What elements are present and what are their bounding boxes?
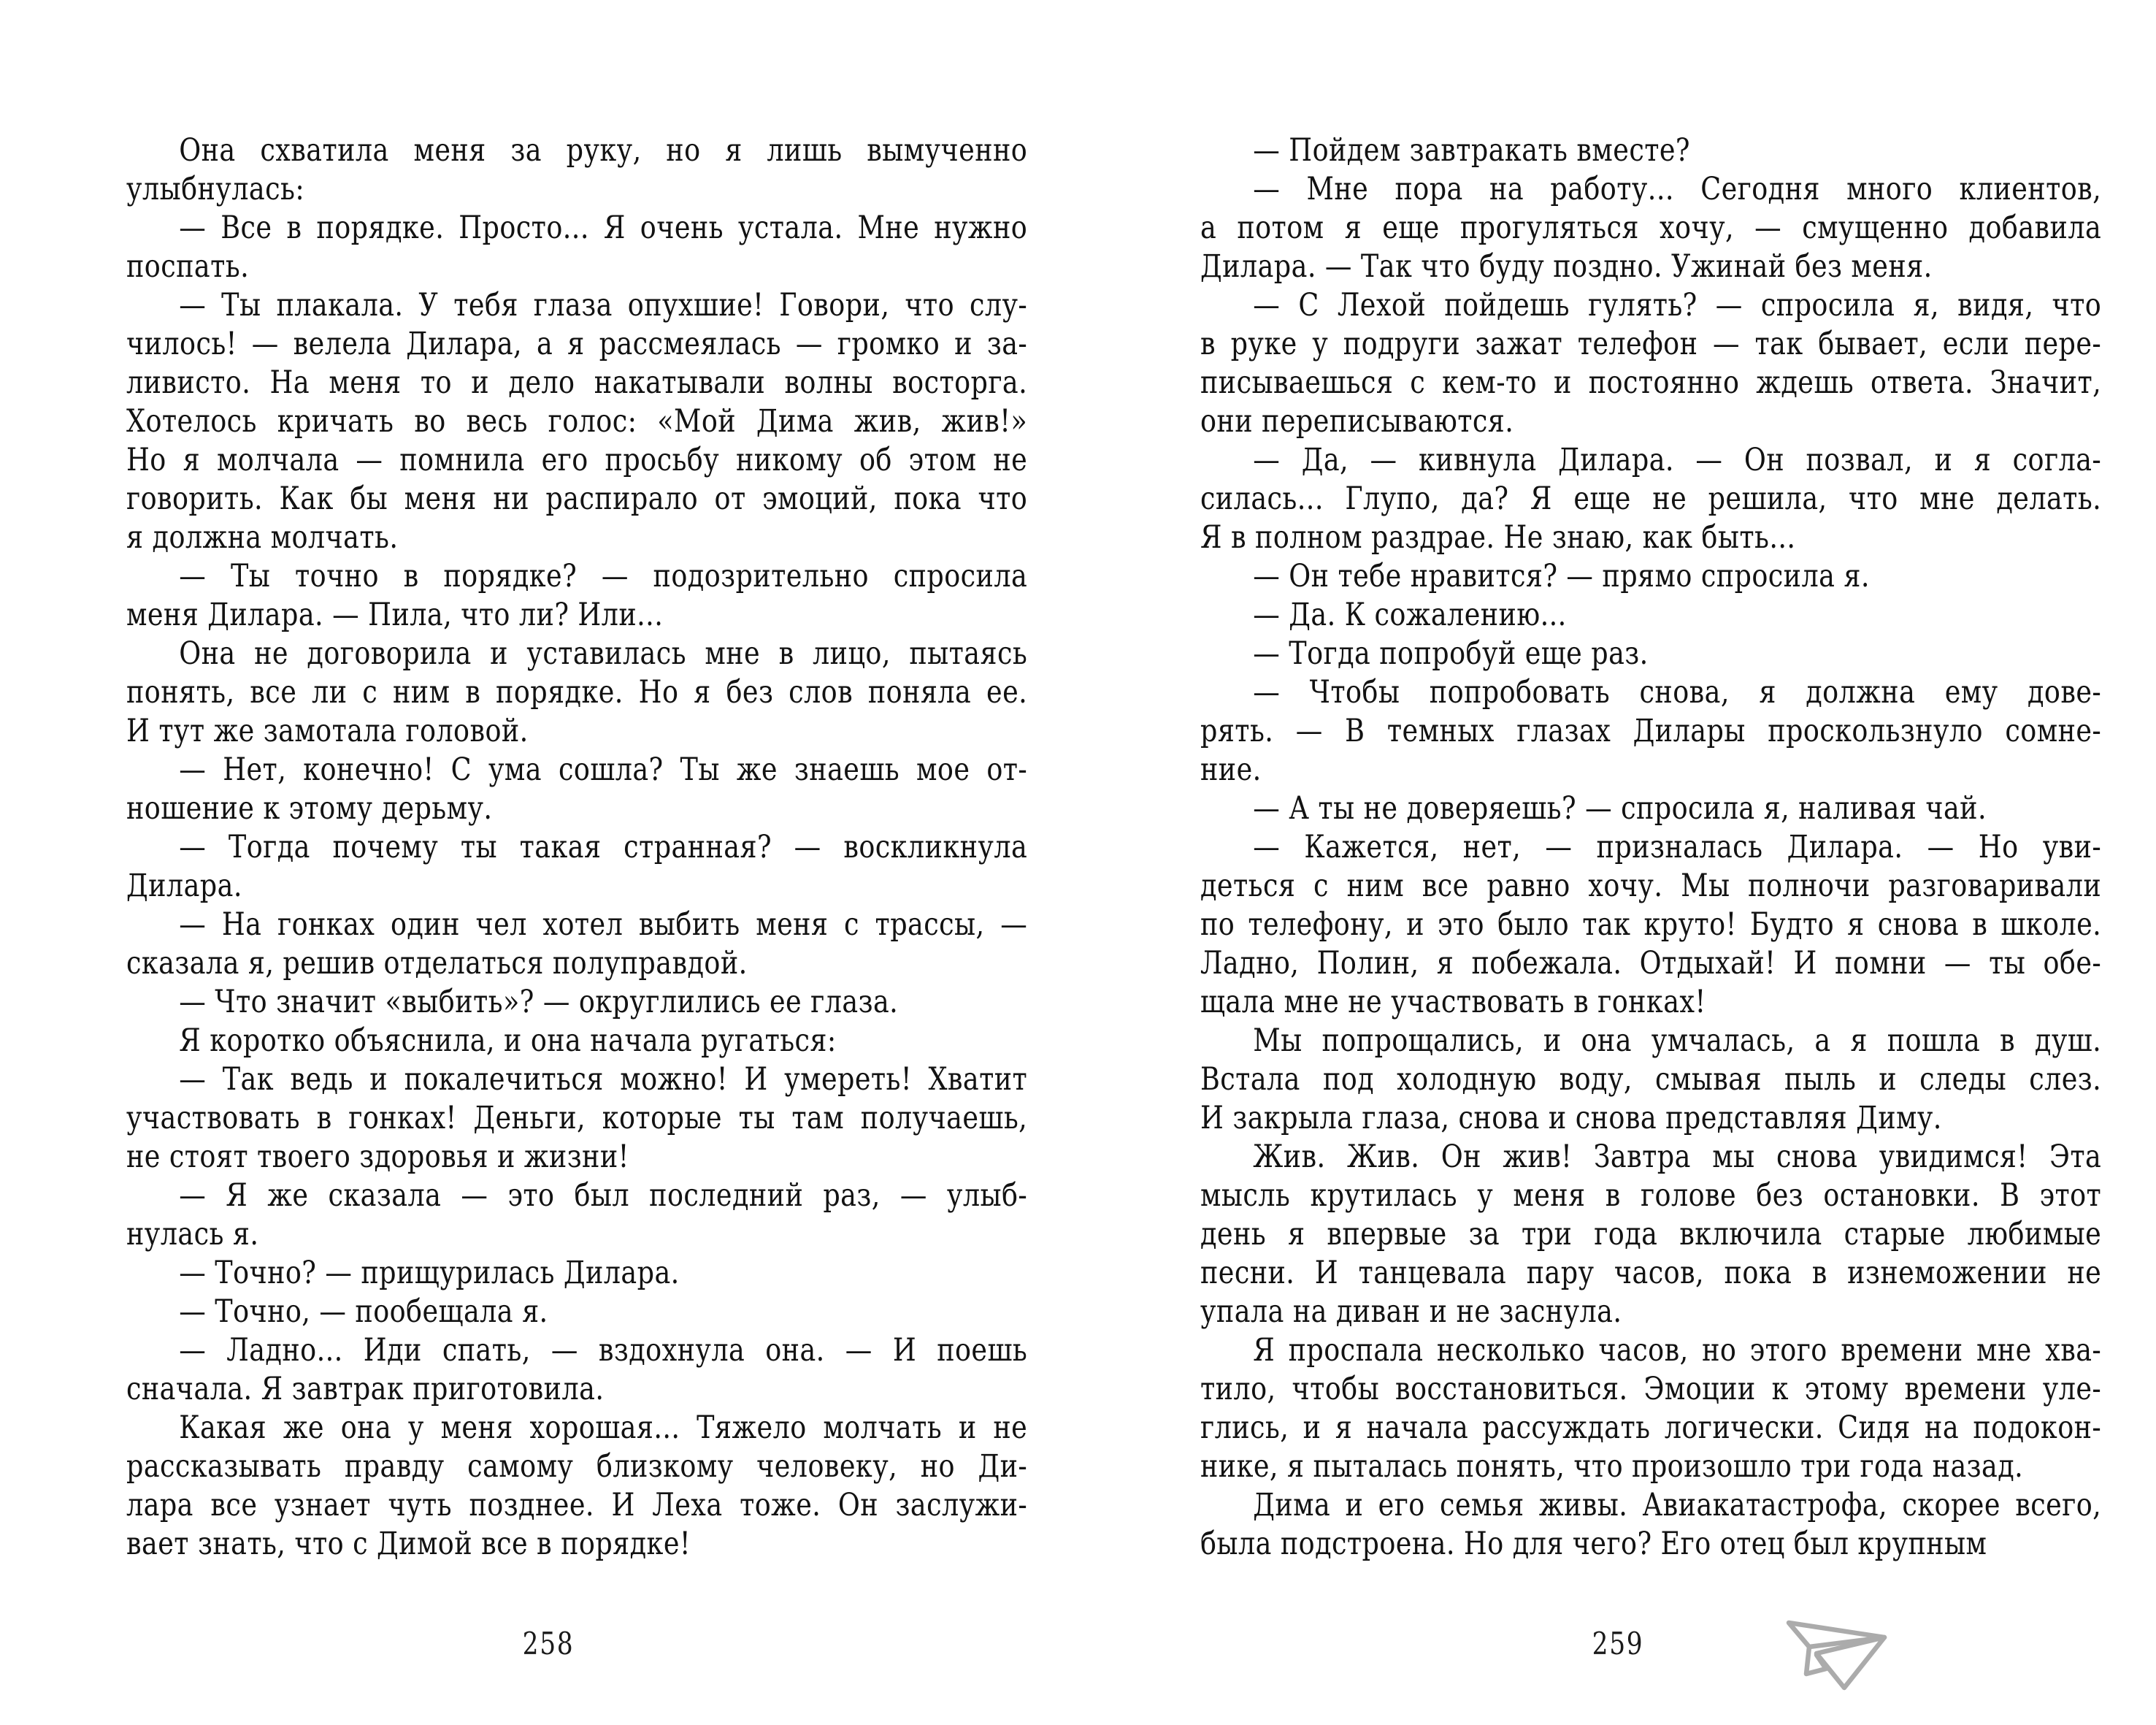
text-line: — Точно? — прищурилась Дилара. (179, 1255, 680, 1291)
text-line: щала мне не участвовать в гонках! (1200, 984, 1706, 1020)
page-number-left: 258 (522, 1626, 575, 1661)
text-line: они переписываются. (1200, 403, 1514, 440)
text-line: я должна молчать. (126, 519, 399, 556)
page-right-text (1200, 131, 2101, 1564)
text-line: Дилара. — Так что буду поздно. Ужинай без меня. (1200, 248, 1933, 285)
text-line: Ладно, Полин, я побежала. Отдыхай! И помни — ты обе- (1200, 945, 2102, 982)
text-line: улыбнулась: (126, 171, 305, 207)
text-line: рассказывать правду самому близкому человеку, но Ди- (126, 1448, 1028, 1485)
text-line: — Все в порядке. Просто... Я очень устала. Мне нужно (179, 210, 1028, 246)
text-line: нике, я пыталась понять, что произошло три года назад. (1200, 1448, 2024, 1485)
text-line: а потом я еще прогуляться хочу, — смущенно добавила (1200, 210, 2102, 246)
text-line: лара все узнает чуть позднее. И Леха тоже. Он заслужи- (126, 1487, 1028, 1523)
text-line: — На гонках один чел хотел выбить меня с трассы, — (179, 906, 1028, 943)
text-line: день я впервые за три года включила старые любимые (1200, 1216, 2102, 1252)
text-line: сначала. Я завтрак приготовила. (126, 1371, 605, 1407)
text-line: глись, и я начала рассуждать логически. Сидя на подокон- (1200, 1410, 2102, 1446)
text-line: Какая же она у меня хорошая... Тяжело молчать и не (179, 1410, 1028, 1446)
text-line: — С Лехой пойдешь гулять? — спросила я, видя, что (1253, 287, 2102, 324)
text-line: — А ты не доверяешь? — спросила я, наливая чай. (1253, 790, 1987, 827)
text-line: ношение к этому дерьму. (126, 790, 493, 827)
text-line: — Нет, конечно! С ума сошла? Ты же знаешь мое от- (179, 751, 1028, 788)
text-line: — Что значит «выбить»? — округлились ее глаза. (179, 984, 899, 1020)
text-line: силась... Глупо, да? Я еще не решила, что мне делать. (1200, 481, 2102, 517)
text-line: деться с ним все равно хочу. Мы полночи разговаривали (1200, 868, 2102, 904)
text-line: участвовать в гонках! Деньги, которые ты там получаешь, (126, 1100, 1028, 1136)
text-line: меня Дилара. — Пила, что ли? Или... (126, 597, 664, 633)
text-line: И тут же замотала головой. (126, 713, 529, 749)
text-line: не стоят твоего здоровья и жизни! (126, 1139, 629, 1175)
text-line: говорить. Как бы меня ни распирало от эмоций, пока что (126, 481, 1028, 517)
text-line: по телефону, и это было так круто! Будто я снова в школе. (1200, 906, 2102, 943)
text-line: — Тогда попробуй еще раз. (1253, 635, 1649, 672)
text-line: Она схватила меня за руку, но я лишь вымученно (179, 132, 1028, 169)
text-line: — Ты точно в порядке? — подозрительно спросила (179, 558, 1028, 594)
text-line: поспать. (126, 248, 250, 285)
text-line: понять, все ли с ним в порядке. Но я без слов поняла ее. (126, 674, 1028, 711)
text-line: мысль крутилась у меня в голове без остановки. В этот (1200, 1177, 2102, 1214)
text-line: чилось! — велела Дилара, а я рассмеялась — громко и за- (126, 326, 1028, 362)
text-line: Мы попрощались, и она умчалась, а я пошла в душ. (1253, 1022, 2102, 1059)
text-line: Хотелось кричать во весь голос: «Мой Дима жив, жив!» (126, 403, 1028, 440)
page-number-right: 259 (1592, 1626, 1644, 1661)
text-line: Встала под холодную воду, смывая пыль и следы слез. (1200, 1061, 2102, 1098)
text-line: — Чтобы попробовать снова, я должна ему дове- (1253, 674, 2102, 711)
text-line: Дима и его семья живы. Авиакатастрофа, скорее всего, (1253, 1487, 2102, 1523)
text-line: — Пойдем завтракать вместе? (1253, 132, 1690, 169)
text-line: вает знать, что с Димой все в порядке! (126, 1526, 691, 1562)
paper-plane-icon (1786, 1618, 1890, 1693)
text-line: Я проспала несколько часов, но этого времени мне хва- (1253, 1332, 2102, 1369)
text-line: в руке у подруги зажат телефон — так бывает, если пере- (1200, 326, 2102, 362)
text-line: — Кажется, нет, — призналась Дилара. — Но уви- (1253, 829, 2102, 865)
text-line: песни. И танцевала пару часов, пока в изнеможении не (1200, 1255, 2102, 1291)
text-line: — Точно, — пообещала я. (179, 1293, 548, 1330)
text-line: упала на диван и не заснула. (1200, 1293, 1622, 1330)
text-line: ние. (1200, 751, 1262, 788)
text-line: была подстроена. Но для чего? Его отец был крупным (1200, 1526, 1987, 1562)
text-line: — Ты плакала. У тебя глаза опухшие! Говори, что слу- (179, 287, 1028, 324)
text-line: — Тогда почему ты такая странная? — воскликнула (179, 829, 1028, 865)
text-line: — Мне пора на работу... Сегодня много клиентов, (1253, 171, 2102, 207)
text-line: Я в полном раздрае. Не знаю, как быть... (1200, 519, 1796, 556)
text-line: Она не договорила и уставилась мне в лицо, пытаясь (179, 635, 1028, 672)
text-line: писываешься с кем-то и постоянно ждешь ответа. Значит, (1200, 364, 2102, 401)
text-line: тило, чтобы восстановиться. Эмоции к этому времени уле- (1200, 1371, 2102, 1407)
page-left-text (126, 131, 1027, 1564)
text-line: — Я же сказала — это был последний раз, — улыб- (179, 1177, 1028, 1214)
text-line: Дилара. (126, 868, 242, 904)
text-line: — Он тебе нравится? — прямо спросила я. (1253, 558, 1870, 594)
text-line: ливисто. На меня то и дело накатывали волны восторга. (126, 364, 1028, 401)
text-line: — Ладно... Иди спать, — вздохнула она. — И поешь (179, 1332, 1028, 1369)
text-line: — Да. К сожалению... (1253, 597, 1567, 633)
text-line: И закрыла глаза, снова и снова представляя Диму. (1200, 1100, 1942, 1136)
text-line: рять. — В темных глазах Дилары проскользнуло сомне- (1200, 713, 2102, 749)
text-line: Но я молчала — помнила его просьбу никому об этом не (126, 442, 1028, 478)
text-line: нулась я. (126, 1216, 259, 1252)
text-line: Я коротко объяснила, и она начала ругаться: (179, 1022, 837, 1059)
text-line: Жив. Жив. Он жив! Завтра мы снова увидимся! Эта (1253, 1139, 2102, 1175)
text-line: — Так ведь и покалечиться можно! И умереть! Хватит (179, 1061, 1028, 1098)
text-line: — Да, — кивнула Дилара. — Он позвал, и я согла- (1253, 442, 2102, 478)
text-line: сказала я, решив отделаться полуправдой. (126, 945, 748, 982)
